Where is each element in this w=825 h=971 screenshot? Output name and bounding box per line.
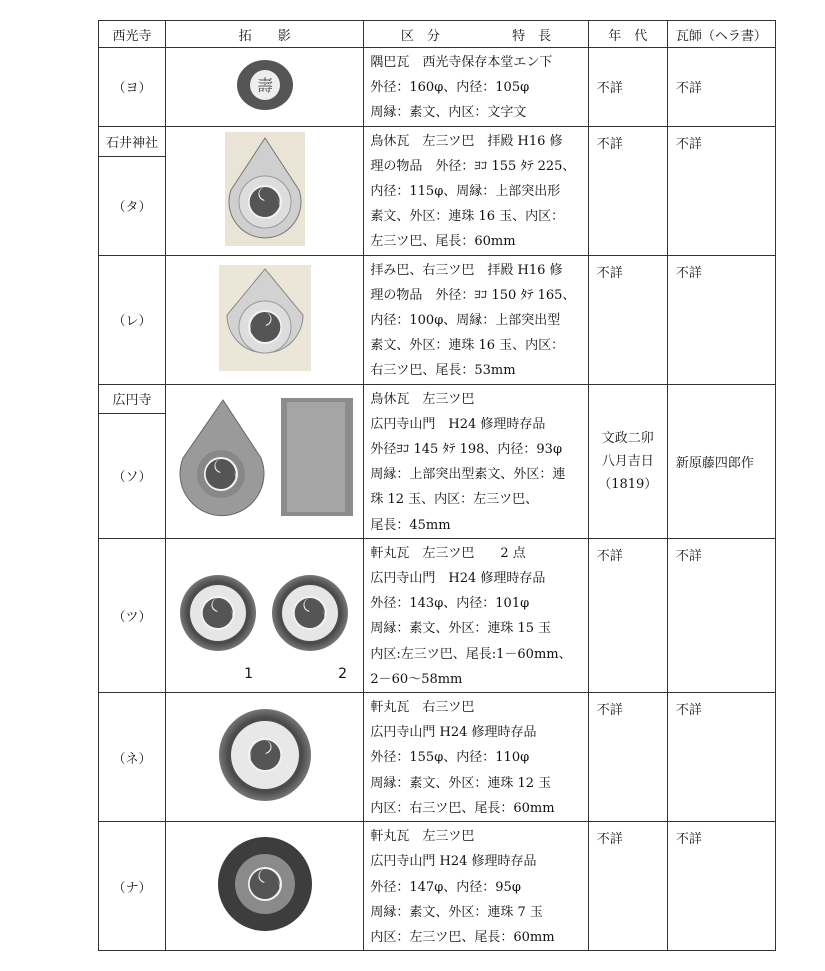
maker-cell: 不詳 [667, 538, 775, 692]
spec-line: 広円寺山門 H24 修理時存品 [370, 725, 537, 741]
rubbing-image [166, 255, 364, 384]
maker-cell: 不詳 [667, 255, 775, 384]
table-row [99, 384, 776, 413]
spec-line: 軒丸瓦 右三ツ巴 [370, 700, 475, 716]
header-maker: 瓦師（ヘラ書） [667, 21, 775, 48]
spec-line: 周縁：素文、外区：連珠 15 玉 [370, 621, 552, 637]
rubbing-round-character [235, 57, 295, 113]
spec-line: 周縁：上部突出型素文、外区：連 [370, 467, 566, 483]
maker-cell: 不詳 [667, 48, 775, 127]
header-era: 年 代 [588, 21, 667, 48]
spec-line: 内区:左三ツ巴、尾長:1－60mm、 [370, 646, 572, 662]
spec-line: 尾長：45mm [370, 517, 451, 533]
row-label: （ナ） [99, 822, 166, 951]
spec-line: 外径：147φ、内径：95φ [370, 879, 521, 895]
maker-cell: 不詳 [667, 822, 775, 951]
spec-cell [364, 822, 588, 951]
rubbing-image [166, 822, 364, 951]
maker-cell: 新原藤四郎作 [667, 384, 775, 538]
spec-line: 広円寺山門 H24 修理時存品 [370, 416, 546, 432]
table-row [99, 255, 776, 384]
table-row [99, 48, 776, 127]
row-label: （ツ） [99, 538, 166, 692]
header-class-feature [364, 21, 588, 48]
rubbing-image [166, 384, 364, 538]
rubbing-teardrop-right-tomoe [217, 263, 313, 373]
spec-line: 外径：155φ、内径：110φ [370, 750, 530, 766]
spec-line: 広円寺山門 H24 修理時存品 [370, 571, 546, 587]
row-label: （ネ） [99, 693, 166, 822]
table-row [99, 538, 776, 692]
spec-cell [364, 538, 588, 692]
spec-line: 周縁：素文、外区：連珠 7 玉 [370, 904, 543, 920]
spec-line: 外径ﾖｺ 145 ﾀﾃ 198、内径：93φ [370, 442, 563, 458]
spec-line: 素文、外区：連珠 16 玉、内区： [370, 338, 565, 354]
spec-line: 素文、外区：連珠 16 玉、内区： [370, 209, 565, 225]
spec-line: 鳥休瓦 左三ツ巴 [370, 391, 475, 407]
era-cell: 不詳 [588, 48, 667, 127]
era-cell: 不詳 [588, 126, 667, 255]
rubbing-teardrop-and-side [175, 396, 355, 522]
spec-line: 珠 12 玉、内区：左三ツ巴、 [370, 492, 539, 508]
era-line: 文政二卯 [601, 430, 654, 446]
rubbing-image [166, 538, 364, 692]
spec-cell [364, 384, 588, 538]
spec-line: 内区：右三ツ巴、尾長：60mm [370, 800, 555, 816]
header-feature: 特 長 [512, 28, 552, 44]
era-cell: 不詳 [588, 693, 667, 822]
rubbing-image [166, 126, 364, 255]
spec-cell [364, 126, 588, 255]
maker-cell: 不詳 [667, 126, 775, 255]
row-label: （タ） [99, 156, 166, 255]
rubbing-image [166, 48, 364, 127]
temple-name: 石井神社 [99, 126, 166, 156]
spec-cell [364, 48, 588, 127]
era-line: （1819） [598, 476, 658, 492]
spec-line: 外径：143φ、内径：101φ [370, 596, 530, 612]
table-row [99, 126, 776, 156]
row-label: （ソ） [99, 413, 166, 538]
image-number-2: 2 [338, 666, 348, 683]
era-cell: 不詳 [588, 255, 667, 384]
spec-line: 左三ツ巴、尾長：60mm [370, 234, 516, 250]
tile-catalog-table [98, 20, 776, 951]
spec-line: 軒丸瓦 左三ツ巴 2 点 [370, 545, 526, 561]
row-label: （レ） [99, 255, 166, 384]
table-row [99, 822, 776, 951]
spec-line: 拝み巴、右三ツ巴 拝殿 H16 修 [370, 262, 563, 278]
spec-line: 2－60～58mm [370, 671, 463, 687]
era-line: 八月吉日 [601, 453, 654, 469]
rubbing-two-round-tiles [175, 568, 355, 658]
table-row [99, 693, 776, 822]
spec-line: 内径：100φ、周縁：上部突出型 [370, 313, 561, 329]
spec-line: 鳥休瓦 左三ツ巴 拝殿 H16 修 [370, 133, 563, 149]
spec-cell [364, 693, 588, 822]
era-cell [588, 384, 667, 538]
maker-cell: 不詳 [667, 693, 775, 822]
image-number-1: 1 [244, 666, 254, 683]
table-header-row [99, 21, 776, 48]
spec-line: 内径：115φ、周縁：上部突出形 [370, 184, 561, 200]
spec-line: 周縁：素文、内区：文字文 [370, 105, 527, 121]
spec-line: 内区：左三ツ巴、尾長：60mm [370, 929, 555, 945]
spec-line: 外径：160φ、内径：105φ [370, 80, 530, 96]
spec-line: 理の物品 外径：ﾖｺ 155 ﾀﾃ 225、 [370, 158, 576, 174]
spec-line: 広円寺山門 H24 修理時存品 [370, 854, 537, 870]
spec-cell [364, 255, 588, 384]
rubbing-round-left-tomoe [215, 834, 315, 934]
spec-line: 周縁：素文、外区：連珠 12 玉 [370, 775, 552, 791]
spec-line: 隅巴瓦 西光寺保存本堂エン下 [370, 55, 553, 70]
rubbing-round-right-tomoe [215, 705, 315, 805]
header-rubbing: 拓 影 [166, 21, 364, 48]
row-label: （ヨ） [99, 48, 166, 127]
header-temple: 西光寺 [99, 21, 166, 48]
era-cell: 不詳 [588, 822, 667, 951]
spec-line: 軒丸瓦 左三ツ巴 [370, 829, 475, 845]
temple-name: 広円寺 [99, 384, 166, 413]
header-class: 区 分 [400, 28, 440, 44]
era-cell: 不詳 [588, 538, 667, 692]
rubbing-teardrop-left-tomoe [223, 130, 307, 248]
rubbing-image [166, 693, 364, 822]
spec-line: 右三ツ巴、尾長：53mm [370, 363, 516, 379]
svg-text:壽: 壽 [256, 75, 273, 95]
spec-line: 理の物品 外径：ﾖｺ 150 ﾀﾃ 165、 [370, 287, 576, 303]
